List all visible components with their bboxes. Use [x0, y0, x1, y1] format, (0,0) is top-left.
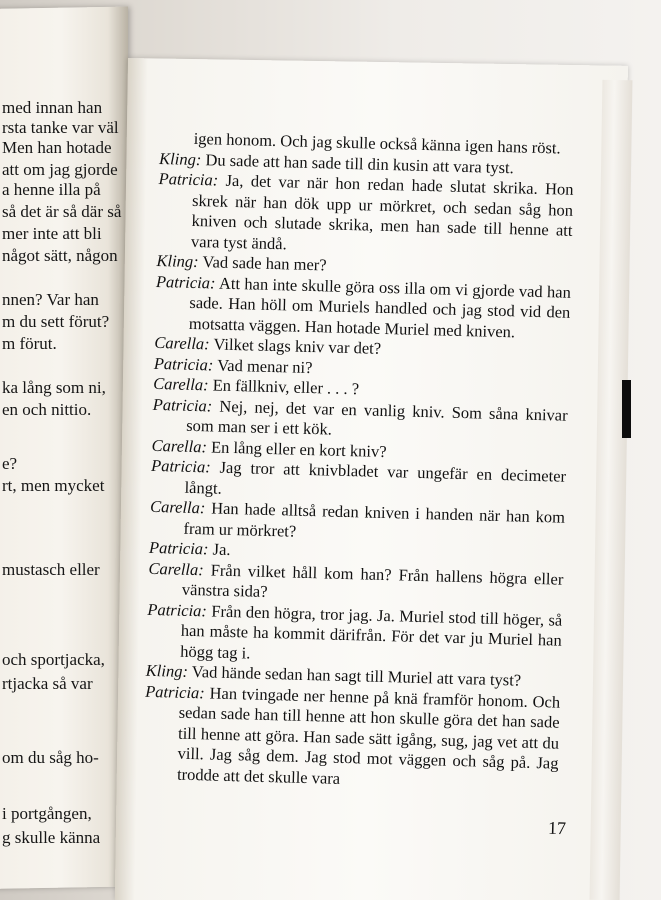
left-line: mer inte att bli	[2, 224, 102, 243]
left-line: rt, men mycket	[2, 476, 105, 495]
dialogue-text-span: Jag tror att knivbladet var ungefär en decimeter långt.	[184, 457, 567, 498]
dialogue-text-span: Vilket slags kniv var det?	[213, 334, 382, 358]
dialogue-text-span: Ja.	[212, 539, 231, 559]
page-number: 17	[547, 817, 567, 839]
left-line: så det är så där så	[2, 202, 122, 221]
speaker-name: Kling:	[156, 250, 199, 272]
dialogue-text-span: Han tvingade ner henne på knä framför honom. Och sedan sade han till henne att hon skulle göra det han sade till henne att göra. Han sade sätt igång, sug, jag vet att du vill. Jag såg dem. Jag stod mot väggen och såg på. Jag trodde att det skulle vara	[176, 682, 561, 788]
left-line: rsta tanke var väl	[2, 118, 119, 137]
speaker-name: Kling:	[145, 660, 189, 681]
speaker-name: Patricia:	[147, 599, 208, 620]
dialogue-text-span: En lång eller en kort kniv?	[210, 436, 387, 461]
thumb-index-tab	[622, 380, 631, 438]
dialogue-line	[143, 681, 561, 794]
dialogue-text-span: En fällkniv, eller . . . ?	[212, 375, 360, 399]
dialogue-text-span: Han hade alltså redan kniven i handen när han kom fram ur mörkret?	[183, 498, 566, 541]
dialogue-text-span: Vad hände sedan han sagt till Muriel att vara tyst?	[191, 662, 522, 690]
speaker-name: Carella:	[153, 373, 209, 395]
left-line: e?	[2, 454, 18, 473]
dialogue-text-span: Från vilket håll kom han? Från hallens högra eller vänstra sida?	[181, 559, 564, 601]
left-line: ka lång som ni,	[2, 378, 106, 397]
left-line: m förut.	[2, 334, 57, 353]
left-line: rtjacka så var	[2, 674, 93, 693]
speaker-name: Patricia:	[153, 353, 214, 374]
dialogue-line	[146, 599, 562, 671]
left-line: a henne illa på	[2, 180, 101, 199]
left-line: m du sett förut?	[2, 312, 110, 331]
dialogue-line	[155, 271, 571, 343]
dialogue-text-span: Ja, det var när hon redan hade slutat skrika. Hon skrek när han dök upp ur mörkret, och sedan såg hon kniven och slutade skrika, men han sade till henne att vara tyst ändå.	[190, 170, 574, 253]
speaker-name: Patricia:	[148, 537, 209, 559]
speaker-name: Carella:	[149, 496, 206, 518]
dialogue-text-span: Du sade att han sade till din kusin att vara tyst.	[205, 149, 515, 177]
left-line: i portgången,	[2, 804, 92, 823]
left-line: att om jag gjorde	[2, 160, 118, 179]
left-line: med innan han	[2, 98, 103, 117]
left-line: en och nittio.	[2, 400, 92, 419]
dialogue-text-span: Vad menar ni?	[216, 355, 313, 377]
speaker-name: Kling:	[158, 148, 202, 169]
left-line: nnen? Var han	[2, 290, 99, 309]
left-line: mustasch eller	[2, 560, 100, 579]
dialogue-text-span: Från den högra, tror jag. Ja. Muriel stod till höger, så han måste ha kommit därifrån. För det var ju Muriel han högg tag i.	[180, 601, 563, 663]
speaker-name: Carella:	[151, 435, 208, 456]
left-line: något sätt, någon	[2, 246, 118, 265]
dialogue-line	[157, 169, 574, 262]
dialogue-text-span: Vad sade han mer?	[202, 252, 327, 275]
speaker-name: Patricia:	[152, 394, 213, 415]
speaker-name: Patricia:	[158, 168, 219, 190]
speaker-name: Patricia:	[150, 455, 211, 477]
left-line: om du såg ho-	[2, 748, 99, 767]
speaker-name: Patricia:	[155, 271, 216, 293]
left-line: Men han hotade	[2, 138, 112, 157]
speaker-name: Carella:	[148, 558, 205, 579]
speaker-name: Carella:	[154, 332, 210, 354]
dialogue-text-span: Nej, nej, det var en vanlig kniv. Som såna knivar som man ser i ett kök.	[185, 396, 568, 439]
left-line: och sportjacka,	[2, 650, 105, 669]
speaker-name: Patricia:	[145, 681, 206, 702]
dialogue-text-span: igen honom. Och jag skulle också känna igen hans röst.	[193, 128, 561, 158]
dialogue-text-span: Att han inte skulle göra oss illa om vi gjorde vad han sade. Han höll om Muriels handled och jag stod vid den motsatta väggen. Han hotade Muriel med kniven.	[188, 273, 572, 341]
left-line: g skulle känna	[2, 828, 101, 847]
dialogue-text	[143, 128, 575, 795]
